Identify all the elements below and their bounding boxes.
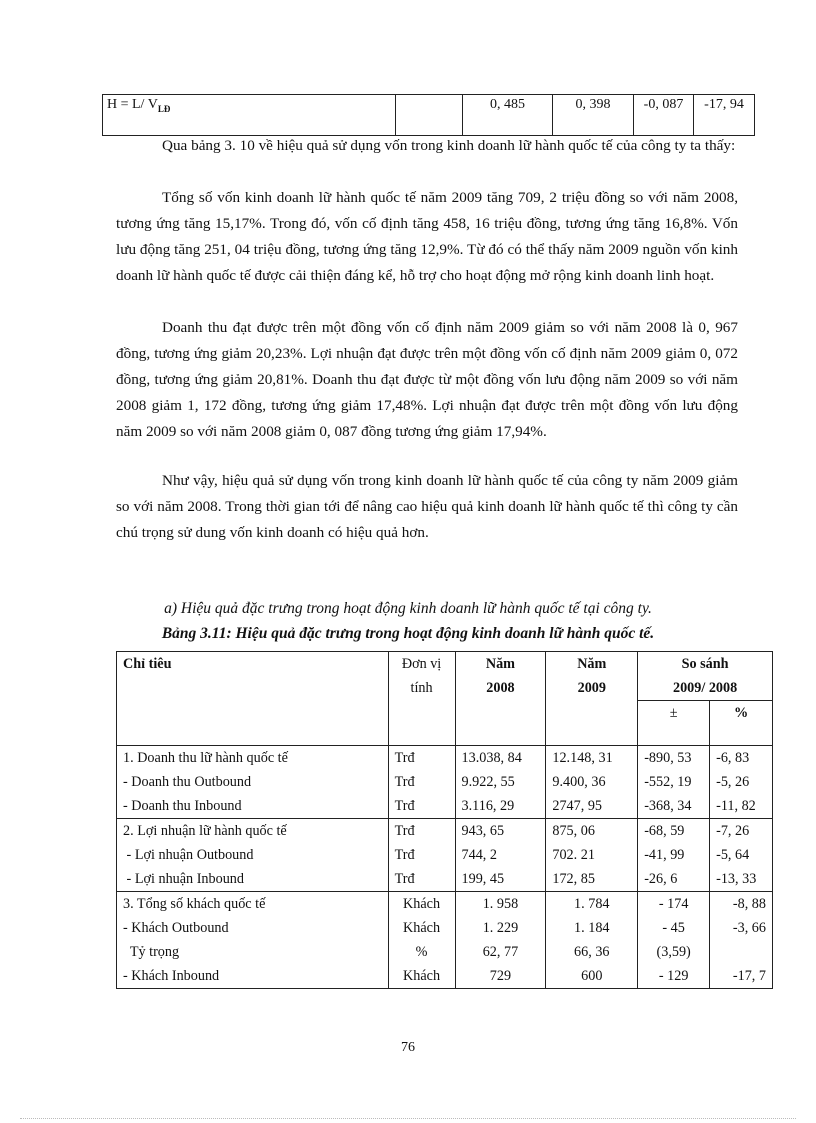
table-cell-label: 2. Lợi nhuận lữ hành quốc tế (117, 819, 389, 844)
table-cell-2008: 9.922, 55 (455, 770, 546, 794)
table-cell-2009: 600 (546, 964, 638, 989)
table-cell-diff: -41, 99 (638, 843, 710, 867)
table-cell-unit: Khách (388, 964, 455, 989)
table-cell-pct: -17, 7 (710, 964, 773, 989)
table-cell-unit: Khách (388, 892, 455, 917)
table-cell-diff: -68, 59 (638, 819, 710, 844)
table-cell-2008: 1. 958 (455, 892, 546, 917)
table-cell-2009: 1. 184 (546, 916, 638, 940)
table-cell-unit: % (388, 940, 455, 964)
table-cell-pct: -7, 26 (710, 819, 773, 844)
header-2009: Năm 2009 (546, 652, 638, 726)
table-cell-unit: Khách (388, 916, 455, 940)
table-row (117, 964, 773, 989)
table-row (117, 867, 773, 892)
table-cell-unit: Trđ (388, 843, 455, 867)
table-cell-pct (710, 940, 773, 964)
table-cell-pct: -11, 82 (710, 794, 773, 819)
paragraph-2: Tổng số vốn kinh doanh lữ hành quốc tế năm 2009 tăng 709, 2 triệu đồng so với năm 2008, tương ứng tăng 15,17%. Trong đó, vốn cố định tăng 458, 16 triệu đồng, tương ứng tăng 16,8%. Vốn lưu động tăng 251, 04 triệu đồng, tương ứng tăng 12,9%. Từ đó có thể thấy năm 2009 nguồn vốn kinh doanh lữ hành quốc tế được cải thiện đáng kể, hỗ trợ cho hoạt động mở rộng kinh doanh linh hoạt. (116, 189, 738, 284)
data-table (116, 651, 773, 989)
top-table (102, 94, 755, 136)
section-heading: a) Hiệu quả đặc trưng trong hoạt động kinh doanh lữ hành quốc tế tại công ty. (164, 600, 652, 617)
table-cell-2008: 943, 65 (455, 819, 546, 844)
table-cell-2008: 199, 45 (455, 867, 546, 892)
table-cell-2009: 66, 36 (546, 940, 638, 964)
paragraph-4: Như vậy, hiệu quả sử dụng vốn trong kinh doanh lữ hành quốc tế của công ty năm 2009 giảm so với năm 2008. Trong thời gian tới để nâng cao hiệu quả kinh doanh lữ hành quốc tế thì công ty cần chú trọng sử dung vốn kinh doanh có hiệu quả hơn. (116, 472, 738, 541)
header-diff: ± (638, 701, 710, 726)
table-caption: Bảng 3.11: Hiệu quả đặc trưng trong hoạt động kinh doanh lữ hành quốc tế. (161, 625, 655, 642)
table-cell-diff: -552, 19 (638, 770, 710, 794)
table-row (117, 916, 773, 940)
table-cell-diff: -368, 34 (638, 794, 710, 819)
page-number: 76 (401, 1040, 415, 1055)
table-cell-unit: Trđ (388, 794, 455, 819)
table-cell-unit (396, 95, 463, 136)
table-row (117, 843, 773, 867)
table-cell-label: 3. Tổng số khách quốc tế (117, 892, 389, 917)
footer-rule (20, 1118, 796, 1119)
table-cell-label: - Khách Outbound (117, 916, 389, 940)
table-cell-pct: -8, 88 (710, 892, 773, 917)
paragraph-1: Qua bảng 3. 10 về hiệu quả sử dụng vốn trong kinh doanh lữ hành quốc tế của công ty ta thấy: (162, 137, 736, 154)
table-row (103, 95, 755, 136)
table-cell-2009: 875, 06 (546, 819, 638, 844)
table-cell-pct: -5, 64 (710, 843, 773, 867)
table-cell-label: 1. Doanh thu lữ hành quốc tế (117, 746, 389, 771)
header-row (117, 652, 773, 701)
header-2008: Năm 2008 (455, 652, 546, 726)
table-cell-diff: -26, 6 (638, 867, 710, 892)
table-cell-pct: -6, 83 (710, 746, 773, 771)
table-cell-2009: 12.148, 31 (546, 746, 638, 771)
table-cell-2008: 0, 485 (463, 95, 553, 136)
table-cell-label: - Khách Inbound (117, 964, 389, 989)
table-cell-diff: (3,59) (638, 940, 710, 964)
table-cell-pct: -3, 66 (710, 916, 773, 940)
table-cell-2008: 729 (455, 964, 546, 989)
header-compare: So sánh 2009/ 2008 (638, 652, 773, 701)
table-cell-label: - Doanh thu Inbound (117, 794, 389, 819)
table-row (117, 770, 773, 794)
table-cell-pct: -17, 94 (694, 95, 755, 136)
table-cell-2008: 744, 2 (455, 843, 546, 867)
table-row (117, 746, 773, 771)
table-cell-2009: 1. 784 (546, 892, 638, 917)
table-cell-2008: 3.116, 29 (455, 794, 546, 819)
table-cell-2009: 9.400, 36 (546, 770, 638, 794)
table-cell-diff: - 174 (638, 892, 710, 917)
table-row (117, 819, 773, 844)
table-row (117, 940, 773, 964)
paragraph-3: Doanh thu đạt được trên một đồng vốn cố định năm 2009 giảm so với năm 2008 là 0, 967 đồng, tương ứng giảm 20,23%. Lợi nhuận đạt được trên một đồng vốn cố định năm 2009 giảm 0, 072 đồng, tương ứng giảm 20,81%. Doanh thu đạt được từ một đồng vốn lưu động năm 2009 so với năm 2008 giảm 1, 172 đồng, tương ứng giảm 17,48%. Lợi nhuận đạt được trên một đồng vốn lưu động năm 2009 so với năm 2008 giảm 0, 087 đồng tương ứng giảm 17,94%. (116, 319, 738, 440)
table-cell-2009: 702. 21 (546, 843, 638, 867)
table-cell-diff: -0, 087 (634, 95, 694, 136)
table-cell-unit: Trđ (388, 867, 455, 892)
table-row (117, 794, 773, 819)
table-row (117, 892, 773, 917)
table-cell-unit: Trđ (388, 819, 455, 844)
table-cell-pct: -13, 33 (710, 867, 773, 892)
table-cell-diff: - 45 (638, 916, 710, 940)
table-cell-2008: 62, 77 (455, 940, 546, 964)
table-cell-unit: Trđ (388, 746, 455, 771)
table-cell-unit: Trđ (388, 770, 455, 794)
header-indicator: Chỉ tiêu (117, 652, 389, 726)
header-pct: % (710, 701, 773, 726)
table-cell-diff: -890, 53 (638, 746, 710, 771)
table-cell-label: - Lợi nhuận Outbound (117, 843, 389, 867)
table-cell-pct: -5, 26 (710, 770, 773, 794)
table-cell-label: - Lợi nhuận Inbound (117, 867, 389, 892)
table-cell-2008: 1. 229 (455, 916, 546, 940)
header-unit: Đơn vị tính (388, 652, 455, 726)
table-cell-2009: 0, 398 (553, 95, 634, 136)
table-cell-label: - Doanh thu Outbound (117, 770, 389, 794)
table-cell-label: H = L/ $V_{LĐ}$ (103, 95, 396, 136)
table-cell-2009: 2747, 95 (546, 794, 638, 819)
table-cell-2009: 172, 85 (546, 867, 638, 892)
table-cell-label: Tỷ trọng (117, 940, 389, 964)
table-cell-diff: - 129 (638, 964, 710, 989)
table-cell-2008: 13.038, 84 (455, 746, 546, 771)
